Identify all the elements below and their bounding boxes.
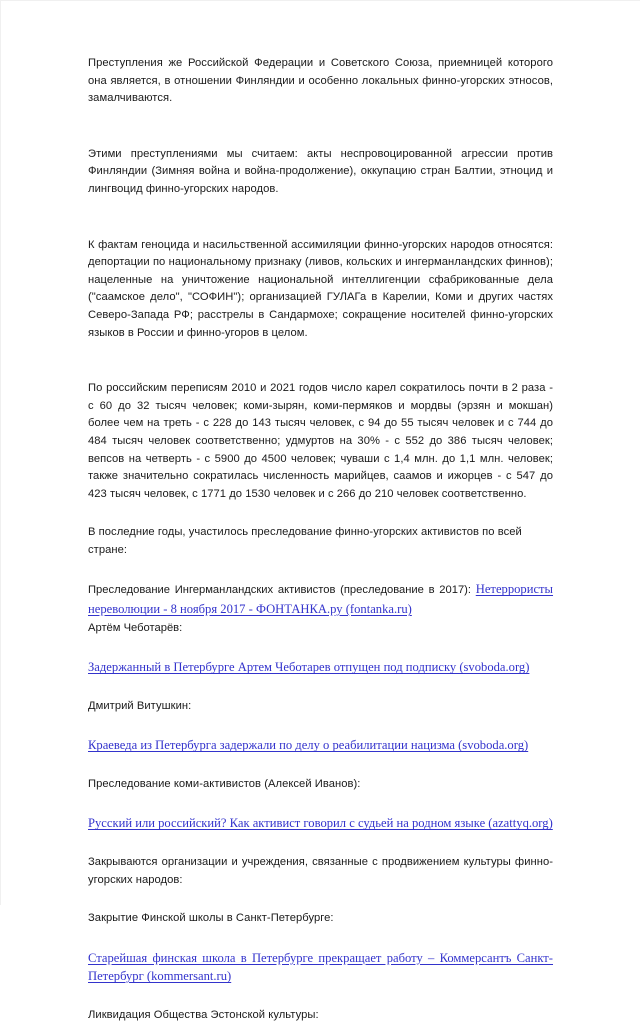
- link-fontanka-nonterrorists[interactable]: Нетеррористы нереволюции - 8 ноября 2017 - ФОНТАНКА.ру (fontanka.ru): [88, 582, 554, 617]
- link-kommersant-finnish-school[interactable]: Старейшая финская школа в Петербурге прекращает работу – Коммерсантъ Санкт-Петербург (kommersant.ru): [88, 950, 553, 984]
- link-row-native-language-court: [88, 814, 553, 833]
- paragraph-census-statistics: По российским переписям 2010 и 2021 годов число карел сократилось почти в 2 раза - с 60 до 32 тысяч человек; коми-зырян, коми-пермяков и мордвы (эрзян и мокшан) более чем на треть - с 228 до 143 тысяч человек, с 94 до 55 тысяч человек и с 744 до 484 тысяч человек соответственно; удмуртов на 30% - с 552 до 386 тысяч человек; вепсов на четверть - с 5900 до 4500 человек; чуваши с 1,4 млн. до 1,1 млн. человек; также значительно сократилась численность марийцев, саамов и ижорцев - с 547 до 423 тысяч человек, с 1771 до 1530 человек и с 266 до 210 человек соответственно.: [88, 382, 553, 500]
- paragraph-crimes-definition: Этими преступлениями мы считаем: акты неспровоцированной агрессии против Финляндии (Зимняя война и война-продолжение), оккупацию стран Балтии, этноцид и лингвоцид финно-угорских народов.: [88, 147, 553, 195]
- paragraph-spacer: [88, 503, 553, 524]
- paragraph-crimes-silenced: Преступления же Российской Федерации и Советского Союза, приемницей которого она является, в отношении Финляндии и особенно локальных финно-угорских этносов, замалчиваются.: [88, 57, 553, 105]
- label-estonian-culture-society: Ликвидация Общества Эстонской культуры:: [88, 1008, 319, 1021]
- link-row-kraeved-detained: [88, 736, 553, 755]
- paragraph-spacer: [88, 889, 553, 910]
- link-row-chebotarev-detained: [88, 658, 553, 677]
- label-artem-chebotarev: Артём Чеботарёв:: [88, 621, 183, 634]
- paragraph-spacer: [88, 986, 553, 1007]
- link-svoboda-chebotarev-released[interactable]: Задержанный в Петербурге Артем Чеботарев отпущен под подписку (svoboda.org): [88, 660, 530, 675]
- link-azattyq-native-language[interactable]: Русский или российский? Как активист говорил с судьей на родном языке (azattyq.org): [88, 816, 553, 831]
- paragraph-ingrian-activists: [88, 580, 553, 619]
- paragraph-organizations-closing: Закрываются организации и учреждения, связанные с продвижением культуры финно-угорских народов:: [88, 855, 553, 886]
- paragraph-spacer: [88, 637, 553, 658]
- link-row-kommersant-school: [88, 949, 553, 986]
- link-svoboda-kraeved-nazism[interactable]: Краеведа из Петербурга задержали по делу о реабилитации нацизма (svoboda.org): [88, 738, 529, 753]
- paragraph-spacer: [88, 342, 553, 380]
- paragraph-genocide-facts: К фактам геноцида и насильственной ассимиляции финно-угорских народов относятся: депортации по национальному признаку (ливов, кольских и ингерманландских финнов); нацеленные на уничтожение национальной интеллигенции сфабрикованные дела ("саамское дело", "СОФИН"); организацией ГУЛАГа в Карелии, Коми и других частях Северо-Запада РФ; расстрелы в Сандармохе; сокращение носителей финно-угорских языков в России и финно-угоров в целом.: [88, 238, 553, 339]
- paragraph-spacer: [88, 559, 553, 580]
- paragraph-spacer: [88, 108, 553, 146]
- paragraph-spacer: [88, 833, 553, 854]
- label-dmitry-vitushkin: Дмитрий Витушкин:: [88, 699, 192, 712]
- paragraph-spacer: [88, 677, 553, 698]
- paragraph-persecution-intro: В последние годы, участилось преследование финно-угорских активистов по всей стране:: [88, 526, 522, 556]
- paragraph-spacer: [88, 793, 553, 814]
- label-finnish-school-closure: Закрытие Финской школы в Санкт-Петербурге:: [88, 912, 334, 925]
- paragraph-spacer: [88, 715, 553, 736]
- paragraph-spacer: [88, 755, 553, 776]
- ingrian-activists-label: Преследование Ингерманландских активистов (преследование в 2017):: [88, 584, 472, 597]
- document-body: [88, 55, 553, 1024]
- label-komi-activists: Преследование коми-активистов (Алексей Иванов):: [88, 777, 361, 790]
- paragraph-spacer: [88, 928, 553, 949]
- page-top-edge: [0, 0, 640, 1]
- paragraph-spacer: [88, 199, 553, 237]
- page-left-edge: [0, 0, 1, 905]
